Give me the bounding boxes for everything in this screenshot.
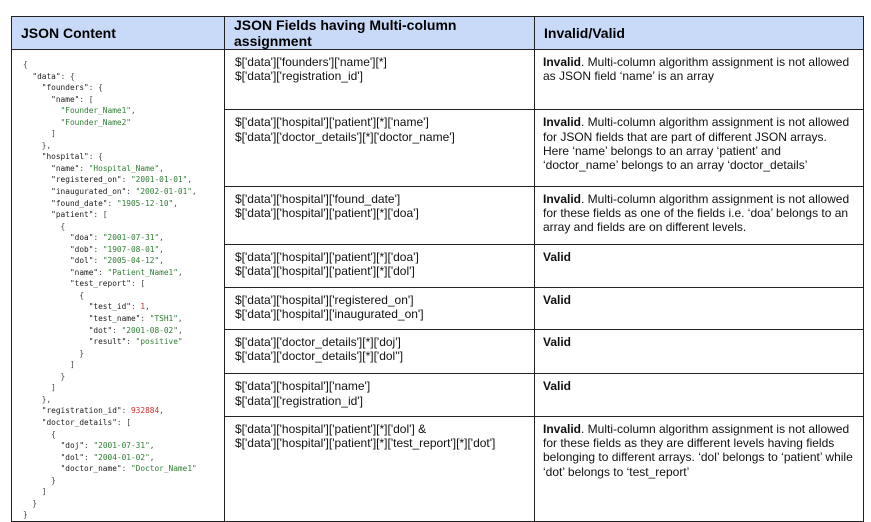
- validity-cell: [535, 416, 864, 521]
- code-punct: [23, 106, 61, 115]
- code-punct: :: [126, 187, 136, 197]
- code-punct: [23, 210, 51, 219]
- code-punct: [23, 337, 89, 346]
- code-key: "patient": [51, 210, 94, 220]
- code-punct: ]: [23, 360, 75, 370]
- code-punct: :: [84, 452, 94, 462]
- code-punct: [23, 164, 51, 173]
- code-key: "data": [32, 71, 61, 81]
- code-punct: [23, 406, 42, 415]
- code-string: "1905-12-10": [116, 198, 174, 208]
- code-punct: ,: [177, 314, 183, 324]
- code-punct: :: [130, 302, 141, 312]
- code-punct: ,: [177, 267, 183, 277]
- code-punct: [23, 152, 42, 161]
- fields-cell: [225, 416, 535, 521]
- code-string: "2001-08-02": [121, 325, 178, 335]
- code-number: 932884: [130, 406, 160, 416]
- code-string: "Founder_Name2": [60, 117, 131, 127]
- fields-cell: [225, 287, 535, 329]
- code-key: "dol": [69, 256, 94, 266]
- code-punct: [23, 233, 70, 242]
- validity-cell: [535, 50, 864, 110]
- code-key: "doctor_details": [41, 417, 117, 427]
- field-path: $['data']['hospital']['patient'][*]['name']: [235, 115, 429, 130]
- header-row: [12, 17, 864, 50]
- verdict: Invalid: [543, 115, 582, 130]
- code-punct: ,: [149, 452, 155, 462]
- verdict: Invalid: [543, 191, 582, 206]
- code-punct: ,: [149, 441, 155, 451]
- code-punct: ,: [177, 325, 183, 335]
- validity-cell: [535, 287, 864, 329]
- code-key: "result": [88, 337, 127, 347]
- code-punct: {: [23, 290, 85, 300]
- code-punct: ,: [145, 302, 150, 312]
- code-string: "positive": [135, 337, 183, 347]
- table-row: [12, 50, 864, 110]
- code-punct: : {: [88, 152, 103, 162]
- validity-cell: [535, 186, 864, 244]
- code-punct: {: [23, 60, 28, 69]
- code-punct: [23, 441, 61, 450]
- code-string: "Founder_Name1": [60, 106, 131, 116]
- code-string: "2001-07-31": [93, 441, 150, 451]
- code-punct: :: [93, 244, 103, 254]
- field-path: $['data']['hospital']['patient'][*]['test_report'][*]['dot']: [235, 436, 496, 451]
- code-punct: ]: [23, 487, 47, 497]
- code-punct: ,: [159, 233, 164, 243]
- code-string: "2002-01-01": [135, 187, 193, 197]
- code-punct: }: [23, 348, 85, 358]
- code-punct: :: [121, 406, 131, 416]
- code-punct: ,: [159, 244, 164, 254]
- field-path: $['data']['hospital']['found_date']: [235, 191, 401, 206]
- code-key: "test_report": [69, 279, 131, 289]
- code-punct: ,: [159, 256, 164, 266]
- code-punct: },: [23, 394, 52, 404]
- code-punct: ,: [187, 175, 193, 185]
- code-punct: [23, 199, 51, 208]
- code-key: "name": [51, 163, 80, 173]
- fields-cell: [225, 245, 535, 287]
- code-punct: [23, 118, 61, 127]
- verdict: Valid: [543, 379, 572, 394]
- code-punct: [23, 418, 42, 427]
- code-key: "registered_on": [51, 175, 122, 185]
- code-string: "Hospital_Name": [88, 163, 160, 173]
- code-key: "registration_id": [41, 406, 122, 416]
- explanation: . Multi-column algorithm assignment is not allowed for these fields as they are different levels having fields belonging to different arrays. ‘dol’ belongs to ‘patient’ while ‘dot’ belongs to ‘test_report’: [543, 421, 853, 479]
- fields-cell: [225, 329, 535, 374]
- field-path: $['data']['hospital']['registered_on']: [235, 292, 414, 307]
- code-punct: : [: [93, 210, 108, 220]
- code-string: "2004-01-02": [93, 452, 150, 462]
- explanation: . Multi-column algorithm assignment is not allowed for these fields as one of the fields i.e. ‘doa’ belongs to an array and fields are on different levels.: [543, 191, 850, 235]
- header-validity: Invalid/Valid: [535, 17, 864, 50]
- code-punct: :: [84, 441, 94, 451]
- json-content-cell: [12, 50, 225, 522]
- code-punct: }: [23, 510, 28, 520]
- code-key: "founders": [41, 83, 89, 93]
- code-punct: [23, 268, 70, 277]
- code-punct: :: [121, 175, 131, 185]
- validity-cell: [535, 329, 864, 374]
- code-punct: :: [107, 198, 117, 208]
- code-punct: : [: [130, 279, 146, 289]
- field-path: $['data']['hospital']['patient'][*]['dol'] &: [235, 421, 427, 436]
- fields-cell: [225, 374, 535, 416]
- code-string: "1907-08-01": [102, 244, 160, 254]
- field-path: $['data']['registration_id']: [235, 69, 363, 84]
- code-punct: ,: [173, 198, 178, 208]
- field-path: $['data']['hospital']['patient'][*]['doa']: [235, 206, 419, 221]
- code-key: "inaugurated_on": [51, 187, 127, 197]
- field-path: $['data']['doctor_details'][*]['doctor_name']: [235, 129, 455, 144]
- code-punct: : [: [79, 94, 94, 104]
- explanation: . Multi-column algorithm assignment is not allowed for JSON fields that are part of different JSON arrays. Here ‘name’ belongs to an array ‘patient’ and ‘doctor_name’ belongs to an array ‘doctor_details’: [543, 115, 850, 173]
- validity-cell: [535, 245, 864, 287]
- code-key: "found_date": [51, 198, 108, 208]
- code-punct: ]: [23, 383, 56, 393]
- code-string: "2005-04-12": [102, 256, 160, 266]
- code-punct: ,: [192, 187, 197, 197]
- code-punct: }: [23, 371, 66, 381]
- code-key: "doj": [60, 441, 85, 451]
- code-punct: [23, 83, 42, 92]
- code-punct: [23, 279, 70, 288]
- code-punct: [23, 256, 70, 265]
- code-key: "dot": [88, 325, 113, 335]
- code-punct: : {: [60, 71, 75, 81]
- field-path: $['data']['doctor_details'][*]['dol'']: [235, 349, 404, 364]
- code-key: "dol": [60, 452, 85, 462]
- fields-cell: [225, 186, 535, 244]
- code-punct: : [: [116, 417, 131, 427]
- code-punct: [23, 464, 61, 473]
- code-punct: [23, 453, 61, 462]
- code-string: "Patient_Name1": [107, 267, 178, 277]
- field-path: $['data']['hospital']['name']: [235, 379, 371, 394]
- code-key: "test_id": [88, 302, 131, 312]
- code-punct: ,: [130, 106, 136, 116]
- code-punct: :: [126, 337, 136, 347]
- verdict: Invalid: [543, 421, 582, 436]
- code-punct: ,: [159, 406, 164, 416]
- verdict: Valid: [543, 292, 572, 307]
- code-string: "2001-07-31": [102, 233, 160, 243]
- code-punct: :: [93, 233, 103, 243]
- fields-cell: [225, 110, 535, 186]
- code-punct: {: [23, 429, 56, 439]
- json-code-block: [23, 59, 220, 521]
- code-punct: [23, 95, 51, 104]
- code-key: "hospital": [41, 152, 89, 162]
- code-punct: }: [23, 475, 56, 485]
- code-string: "TSH1": [149, 314, 178, 324]
- verdict: Valid: [543, 334, 572, 349]
- code-punct: [23, 187, 51, 196]
- json-multicolumn-table: [11, 16, 864, 522]
- code-punct: {: [23, 221, 66, 231]
- code-key: "name": [69, 267, 99, 277]
- header-json-content: JSON Content: [12, 17, 225, 50]
- code-punct: :: [121, 464, 131, 474]
- field-path: $['data']['hospital']['patient'][*]['doa']: [235, 250, 419, 265]
- code-punct: [23, 245, 70, 254]
- code-punct: :: [93, 256, 103, 266]
- code-string: "Doctor_Name1": [130, 464, 197, 474]
- code-punct: [23, 326, 89, 335]
- code-punct: [23, 175, 51, 184]
- code-string: "2001-01-01": [130, 175, 188, 185]
- code-punct: [23, 302, 89, 311]
- field-path: $['data']['doctor_details'][*]['doj']: [235, 334, 401, 349]
- validity-cell: [535, 374, 864, 416]
- fields-cell: [225, 50, 535, 110]
- code-key: "dob": [69, 244, 94, 254]
- field-path: $['data']['founders']['name'][*]: [235, 55, 387, 69]
- verdict: Invalid: [543, 55, 582, 69]
- field-path: $['data']['hospital']['patient'][*]['dol']: [235, 264, 415, 279]
- code-punct: },: [23, 140, 52, 150]
- code-punct: :: [140, 314, 150, 324]
- code-punct: ,: [159, 163, 164, 173]
- field-path: $['data']['registration_id']: [235, 393, 363, 408]
- code-number: 1: [140, 302, 146, 312]
- code-punct: [23, 314, 89, 323]
- code-punct: ]: [23, 129, 56, 139]
- code-punct: :: [98, 267, 108, 277]
- code-key: "test_name": [88, 314, 141, 324]
- code-key: "doctor_name": [60, 464, 122, 474]
- code-punct: [23, 72, 32, 81]
- verdict: Valid: [543, 250, 572, 265]
- code-key: "name": [51, 94, 80, 104]
- field-path: $['data']['hospital']['inaugurated_on']: [235, 306, 424, 321]
- validity-cell: [535, 110, 864, 186]
- code-key: "doa": [69, 233, 94, 243]
- code-punct: :: [112, 325, 122, 335]
- header-fields: JSON Fields having Multi-column assignment: [225, 17, 535, 50]
- code-punct: : {: [88, 83, 103, 93]
- explanation: . Multi-column algorithm assignment is not allowed as JSON field ‘name’ is an array: [543, 55, 850, 84]
- code-punct: :: [79, 163, 89, 173]
- code-punct: }: [23, 498, 38, 508]
